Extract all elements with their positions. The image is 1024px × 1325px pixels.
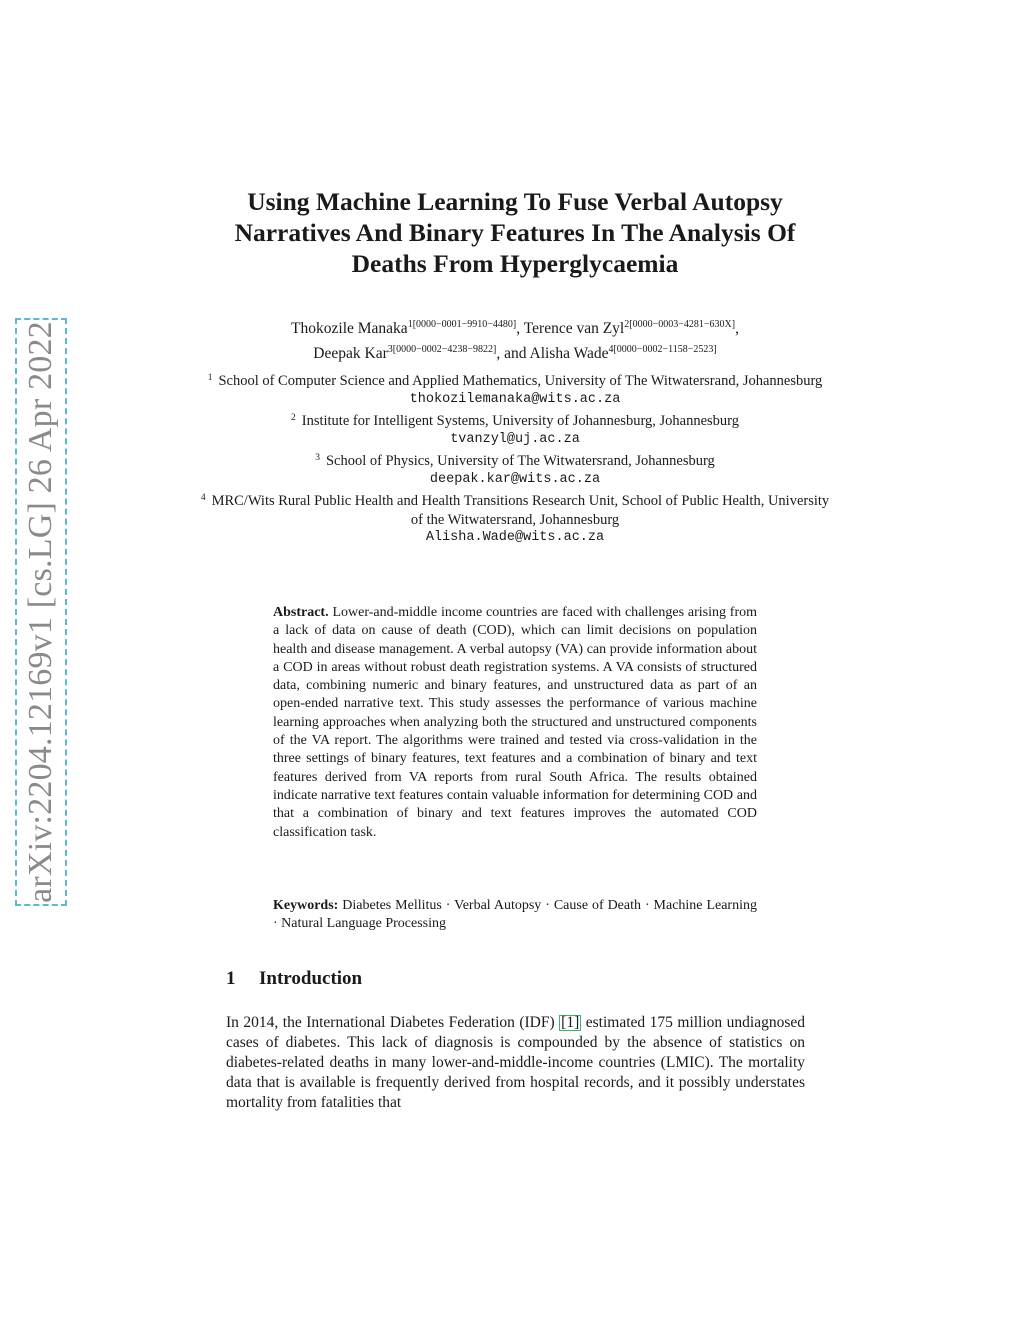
author-orcid: 4[0000−0002−1158−2523] — [608, 344, 717, 355]
author-separator: , — [516, 320, 524, 337]
affiliation — [200, 449, 830, 471]
keywords-label: Keywords: — [273, 898, 339, 913]
arxiv-stamp — [15, 318, 67, 906]
intro-text: estimated 175 million undiagnosed cases of diabetes. This lack of diagnosis is compounded by the absence of statistics on diabetes-related deaths in many lower-and-middle-income countries (LMIC). The mortality data that is available is frequently derived from hospital records, and it possibly understates mortality from fatalities that — [226, 1014, 806, 1111]
affiliation-number: 1 — [207, 373, 213, 383]
author-separator: , — [735, 320, 739, 337]
intro-paragraph — [226, 1013, 805, 1113]
affiliation-text: School of Physics, University of The Witwatersrand, Johannesburg — [325, 453, 715, 469]
author-name: Deepak Kar — [313, 345, 388, 362]
section-heading — [226, 968, 362, 990]
abstract-label: Abstract. — [273, 605, 329, 620]
section-title: Introduction — [259, 968, 363, 989]
affiliation-text: School of Computer Science and Applied Mathematics, University of The Witwatersrand, Johannesburg — [218, 373, 823, 389]
section-number: 1 — [226, 968, 236, 989]
affiliation-number: 3 — [315, 453, 320, 463]
author-list — [200, 314, 830, 364]
abstract — [273, 604, 757, 842]
arxiv-id: arXiv:2204.12169v1 [cs.LG] 26 Apr 2022 — [22, 321, 59, 903]
author-name: Thokozile Manaka — [291, 320, 408, 337]
author-orcid: 2[0000−0003−4281−630X] — [624, 319, 736, 330]
author-name: Terence van Zyl — [523, 320, 625, 337]
affiliation — [200, 489, 830, 529]
citation-link[interactable]: [1] — [561, 1014, 580, 1031]
abstract-text: Lower-and-middle income countries are faced with challenges arising from a lack of data on cause of death (COD), which can limit decisions on population health and disease management. A verbal autopsy (VA) can provide information about a COD in areas without robust death registration systems. A VA consists of structured data, combining numeric and binary features, and unstructured data as part of an open-ended narrative text. This study assesses the performance of various machine learning approaches when analyzing both the structured and unstructured components of the VA report. The algorithms were trained and tested via cross-validation in the three settings of binary features, text features and a combination of binary and text features derived from VA reports from rural South Africa. The results obtained indicate narrative text features contain valuable information for determining COD and that a combination of binary and text features improves the automated COD classification task. — [273, 605, 758, 840]
author-name: Alisha Wade — [529, 345, 609, 362]
affiliation — [200, 409, 830, 431]
affiliation-text: Institute for Intelligent Systems, University of Johannesburg, Johannesburg — [301, 413, 739, 429]
author-orcid: 1[0000−0001−9910−4480] — [407, 319, 517, 330]
paper-title: Using Machine Learning To Fuse Verbal Autopsy Narratives And Binary Features In The Analysis Of Deaths From Hyperglycaemia — [234, 187, 796, 278]
author-separator: , and — [496, 345, 530, 362]
intro-text: In 2014, the International Diabetes Federation (IDF) — [226, 1014, 555, 1031]
affiliation-text: MRC/Wits Rural Public Health and Health Transitions Research Unit, School of Public Health, University of the Witwatersrand, Johannesburg — [211, 493, 830, 528]
affiliation-number: 2 — [291, 413, 296, 423]
affiliation — [200, 369, 830, 391]
citation-number: 1 — [566, 1014, 575, 1031]
affiliation-email: thokozilemanaka@wits.ac.za — [409, 391, 621, 407]
affiliation-number: 4 — [200, 493, 206, 503]
affiliation-email: deepak.kar@wits.ac.za — [429, 471, 601, 487]
affiliation-email: tvanzyl@uj.ac.za — [450, 431, 580, 447]
keywords — [273, 897, 757, 934]
affiliation-email: Alisha.Wade@wits.ac.za — [425, 530, 605, 545]
keywords-text: Diabetes Mellitus · Verbal Autopsy · Cause of Death · Machine Learning · Natural Language Processing — [273, 898, 757, 932]
affiliation-list — [200, 369, 830, 548]
author-orcid: 3[0000−0002−4238−9822] — [387, 344, 497, 355]
